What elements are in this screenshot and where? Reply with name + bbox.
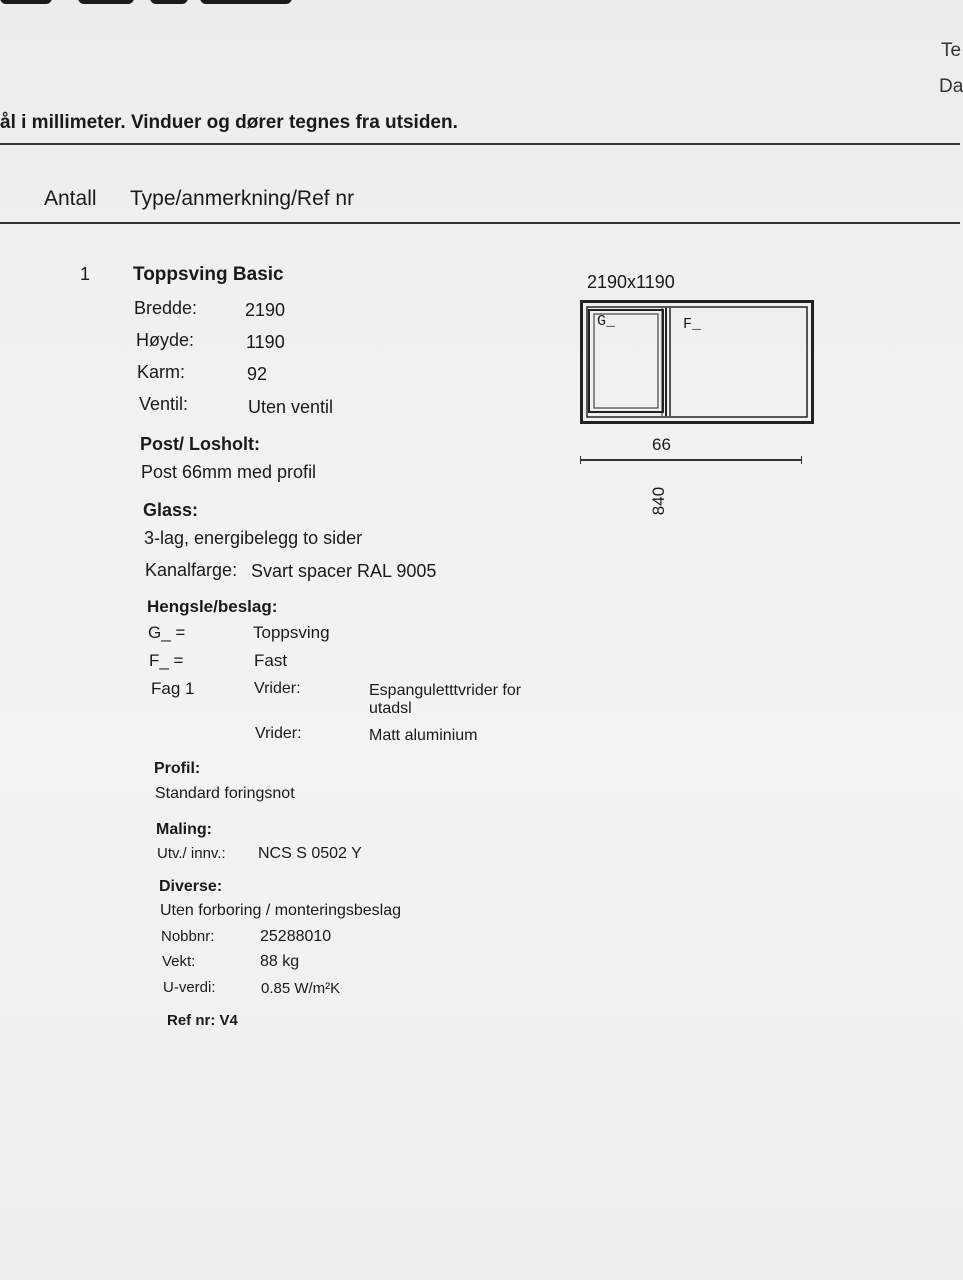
diverse-value: Uten forboring / monteringsbeslag xyxy=(160,902,402,919)
logo xyxy=(0,0,300,22)
item-name: Toppsving Basic xyxy=(133,264,284,285)
dim-label: Karm: xyxy=(137,362,186,382)
diverse-label: Nobbnr: xyxy=(161,928,215,945)
diverse-data: 25288010 xyxy=(260,928,332,945)
column-antall: Antall xyxy=(44,187,97,210)
vrider-value-cont: utadsl xyxy=(369,700,412,717)
column-divider xyxy=(0,222,960,224)
dim-value: 2190 xyxy=(245,300,286,320)
kanalfarge-value: Svart spacer RAL 9005 xyxy=(251,561,437,581)
maling-label: Utv./ innv.: xyxy=(157,845,226,862)
header-divider xyxy=(0,143,960,145)
vrider-label: Vrider: xyxy=(255,725,302,742)
profil-value: Standard foringsnot xyxy=(155,785,295,802)
measurement-note: ål i millimeter. Vinduer og dører tegnes fra utsiden. xyxy=(0,112,458,133)
diverse-heading: Diverse: xyxy=(159,878,223,895)
item-quantity: 1 xyxy=(80,264,91,284)
diverse-label: U-verdi: xyxy=(163,979,216,996)
diverse-label: Vekt: xyxy=(162,953,196,970)
diverse-data: 88 kg xyxy=(260,953,300,970)
drawing-size-label: 2190x1190 xyxy=(587,272,675,292)
right-sash-code: F_ xyxy=(683,316,702,333)
maling-value: NCS S 0502 Y xyxy=(258,845,362,862)
dim-value: 92 xyxy=(247,364,268,384)
post-dimension: 66 xyxy=(652,435,671,454)
sash-dimension: 840 xyxy=(649,486,669,516)
dim-label: Høyde: xyxy=(136,330,195,350)
dimension-line xyxy=(580,459,802,461)
hinge-code: F_ = xyxy=(149,651,184,670)
hinge-value: Toppsving xyxy=(253,623,330,642)
post-heading: Post/ Losholt: xyxy=(140,434,260,454)
hengsle-heading: Hengsle/beslag: xyxy=(147,597,278,616)
column-type: Type/anmerkning/Ref nr xyxy=(130,187,355,210)
vrider-label: Vrider: xyxy=(254,680,301,697)
corner-text-bottom: Da xyxy=(939,76,963,97)
dim-label: Ventil: xyxy=(139,394,189,414)
maling-heading: Maling: xyxy=(156,821,212,838)
fag-label: Fag 1 xyxy=(151,679,195,698)
hinge-value: Fast xyxy=(254,651,288,670)
hinge-code: G_ = xyxy=(148,623,186,642)
corner-text-top: Te xyxy=(941,40,962,61)
dim-value: 1190 xyxy=(246,332,285,352)
vrider-value: Matt aluminium xyxy=(369,727,478,744)
dim-value: Uten ventil xyxy=(248,397,334,417)
post-value: Post 66mm med profil xyxy=(141,462,317,482)
ref-number: Ref nr: V4 xyxy=(167,1012,238,1029)
glass-heading: Glass: xyxy=(143,500,199,520)
dim-label: Bredde: xyxy=(134,298,198,318)
glass-value: 3-lag, energibelegg to sider xyxy=(144,528,363,548)
diverse-data: 0.85 W/m²K xyxy=(261,980,341,997)
profil-heading: Profil: xyxy=(154,760,201,777)
vrider-value: Espanguletttvrider for xyxy=(369,682,522,699)
left-sash-code: G_ xyxy=(597,313,616,330)
kanalfarge-label: Kanalfarge: xyxy=(145,560,238,580)
